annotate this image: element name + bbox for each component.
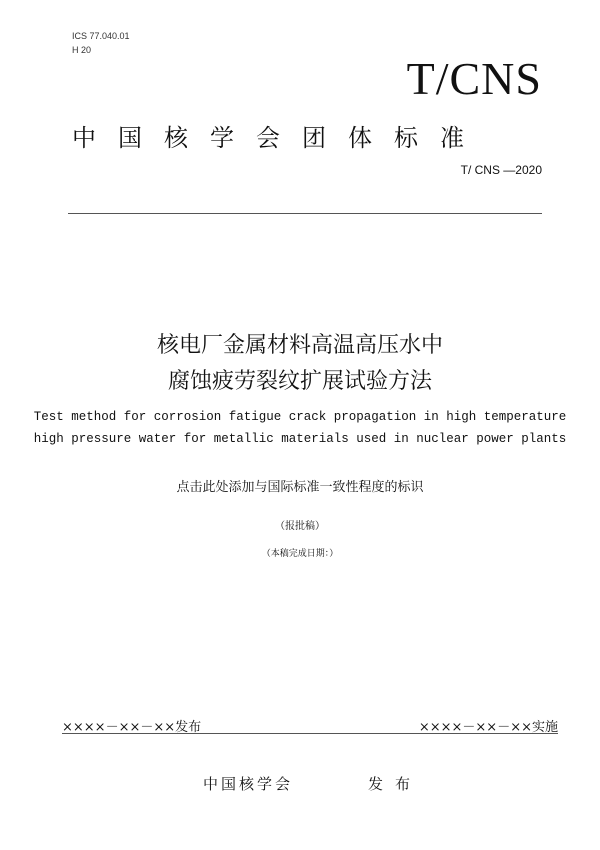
implement-date: ××××－××－××实施	[418, 720, 558, 735]
title-line-2: 腐蚀疲劳裂纹扩展试验方法	[167, 369, 432, 394]
title-en-line-1: Test method for corrosion fatigue crack propagation in high temperature	[33, 410, 567, 424]
title-line-1: 核电厂金属材料高温高压水中	[156, 333, 443, 358]
standard-code: T/ CNS —2020	[460, 163, 542, 177]
title-en-line-2: high pressure water for metallic materials used in nuclear power plants	[33, 432, 567, 446]
consistency-note[interactable]: 点击此处添加与国际标准一致性程度的标识	[176, 480, 424, 495]
publish-date: ××××－××－××发布	[62, 720, 202, 735]
publisher: 中国核学会	[203, 775, 294, 793]
draft-date: （本稿完成日期：）	[261, 549, 339, 559]
ics-code: ICS 77.040.01	[72, 31, 130, 41]
standard-brand: T/CNS	[406, 53, 542, 104]
org-standard-label: 中国核学会团体标准	[72, 124, 486, 152]
footer-divider	[62, 733, 558, 734]
draft-stage: （报批稿）	[275, 521, 325, 532]
publish-label: 发布	[368, 775, 423, 793]
header-divider	[68, 213, 542, 214]
ccs-code: H 20	[72, 45, 92, 55]
